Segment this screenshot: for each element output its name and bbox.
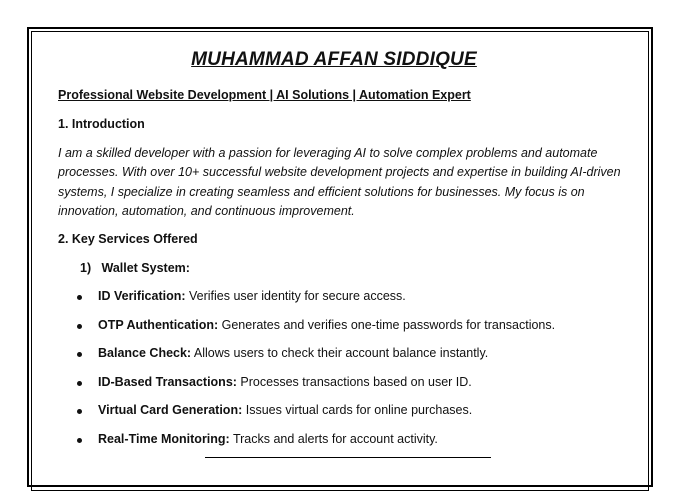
feature-term: Real-Time Monitoring: [98, 431, 230, 446]
feature-description: Verifies user identity for secure access. [185, 289, 406, 303]
feature-description: Allows users to check their account balance instantly. [191, 346, 489, 361]
section-heading-introduction: 1. Introduction [58, 117, 145, 131]
list-item-text [98, 375, 472, 389]
feature-term: OTP Authentication: [98, 317, 219, 332]
bullet-icon [77, 409, 82, 414]
list-item [58, 289, 638, 318]
bullet-icon [77, 324, 82, 329]
list-item [58, 375, 638, 404]
bullet-icon [77, 381, 82, 386]
feature-description: Processes transactions based on user ID. [236, 374, 472, 389]
list-item-text [98, 318, 555, 332]
introduction-paragraph: I am a skilled developer with a passion for leveraging AI to solve complex problems and automate processes. With over 10+ successful website development projects and expertise in building AI-driven systems, I specialize in creating seamless and efficient solutions for businesses. My focus is on innovation, automation, and continuous improvement. [58, 146, 621, 218]
list-item [58, 346, 638, 375]
bullet-icon [77, 295, 82, 300]
wallet-features-list [58, 289, 638, 461]
feature-description: Tracks and alerts for account activity. [229, 431, 438, 446]
bullet-icon [77, 352, 82, 357]
list-item-text [98, 403, 472, 417]
subsection-heading-wallet-system [80, 261, 190, 275]
list-item-text [98, 346, 488, 360]
section-heading-services: 2. Key Services Offered [58, 232, 198, 246]
footer-divider [205, 457, 491, 458]
feature-term: Virtual Card Generation: [98, 403, 243, 418]
document-subtitle: Professional Website Development | AI Solutions | Automation Expert [58, 88, 471, 102]
feature-description: Issues virtual cards for online purchases. [242, 403, 473, 418]
feature-description: Generates and verifies one-time passwords for transactions. [218, 317, 556, 332]
feature-term: ID Verification: [98, 289, 186, 303]
document-title: MUHAMMAD AFFAN SIDDIQUE [191, 49, 477, 70]
subsection-number: 1) [80, 261, 92, 275]
list-item-text [98, 432, 438, 446]
subsection-title: Wallet System: [101, 261, 190, 275]
list-item [58, 403, 638, 432]
feature-term: Balance Check: [98, 346, 192, 361]
feature-term: ID-Based Transactions: [98, 374, 237, 389]
bullet-icon [77, 438, 82, 443]
list-item [58, 318, 638, 347]
list-item-text [98, 289, 406, 303]
